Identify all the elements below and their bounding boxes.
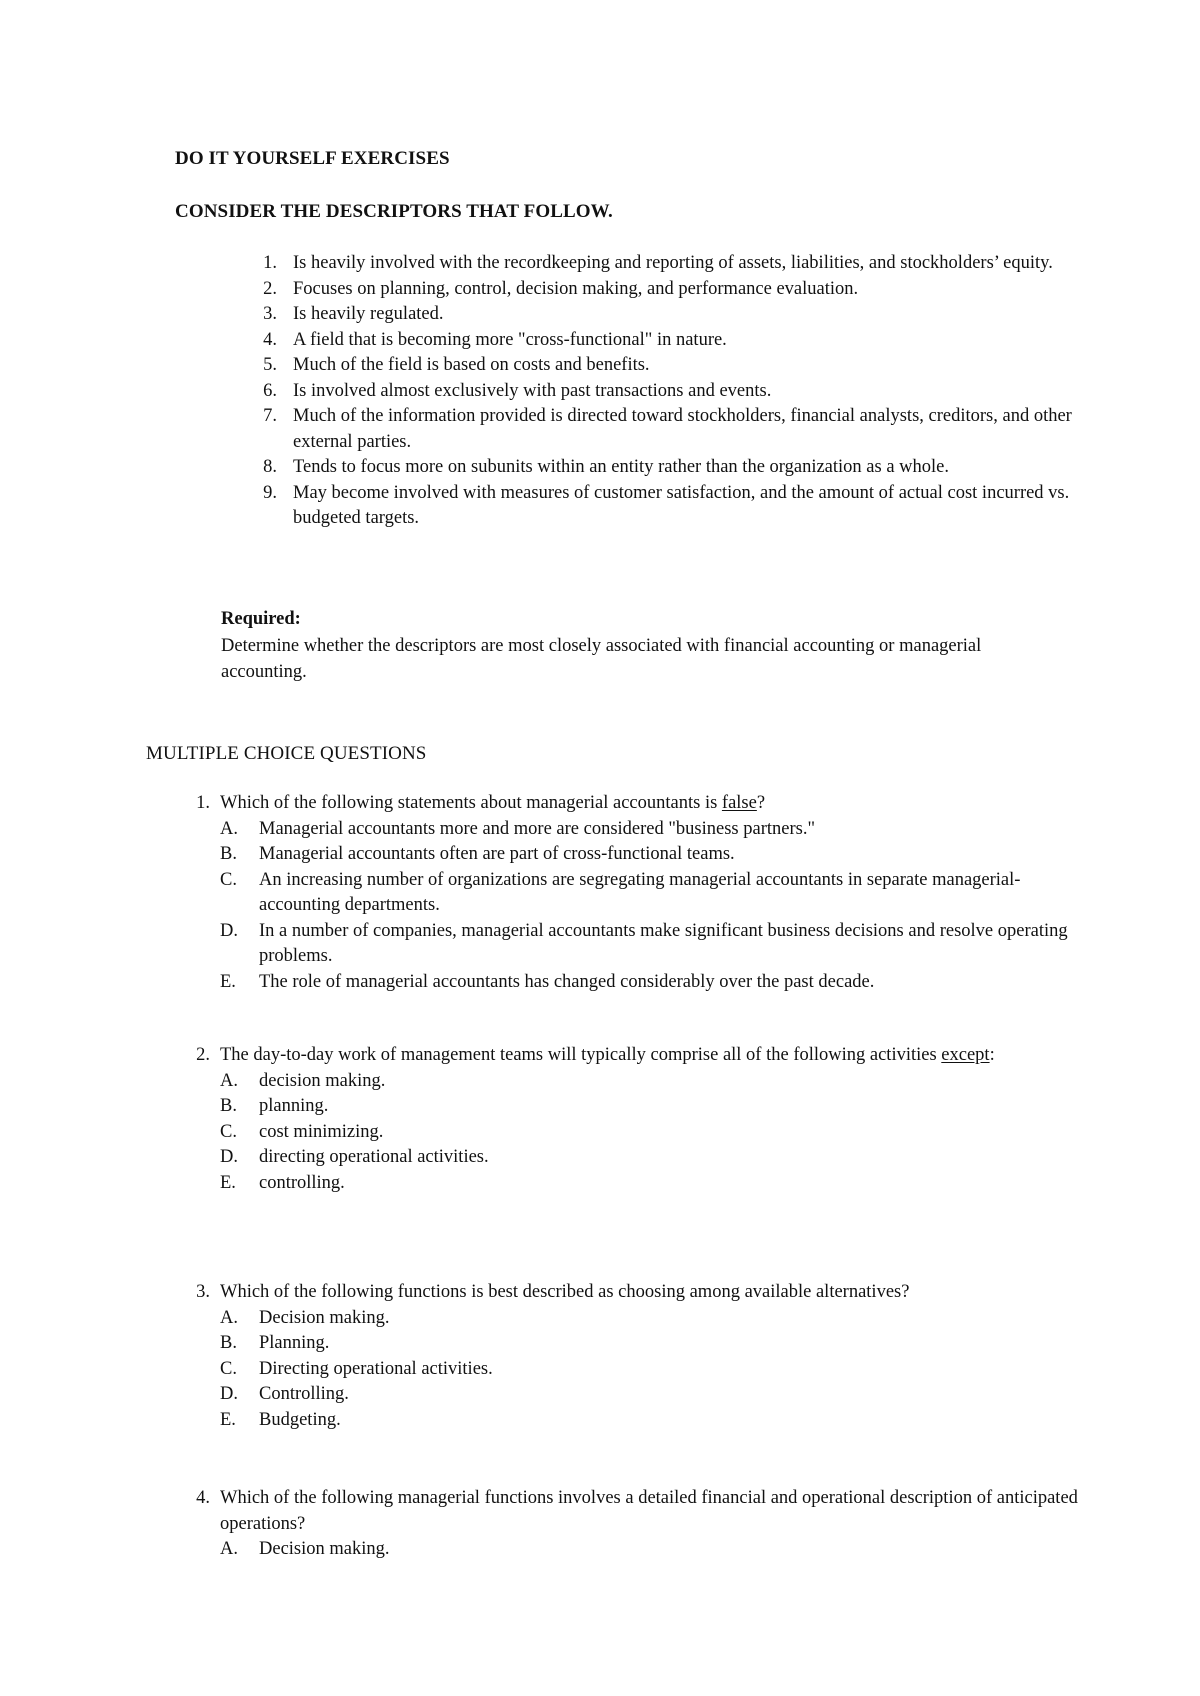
- question-1: [196, 791, 1080, 995]
- list-item: [263, 328, 1073, 354]
- option: [220, 1357, 1080, 1383]
- question-3: [196, 1280, 1080, 1433]
- item-number: 8.: [263, 457, 277, 477]
- list-item: [263, 251, 1073, 277]
- option-letter: C.: [220, 1121, 237, 1142]
- item-text: A field that is becoming more "cross-functional" in nature.: [293, 329, 727, 350]
- option-letter: A.: [220, 1307, 238, 1328]
- option-letter: D.: [220, 920, 238, 941]
- option-letter: B.: [220, 1333, 237, 1353]
- option: [220, 1408, 1080, 1434]
- item-number: 1.: [263, 253, 277, 273]
- option-text: An increasing number of organizations are segregating managerial accountants in separate managerial-accounting departments.: [259, 869, 1021, 915]
- question-emphasis: except: [941, 1045, 990, 1065]
- option-text: planning.: [259, 1096, 329, 1116]
- required-text: Determine whether the descriptors are most closely associated with financial accounting or managerial accounting.: [221, 636, 982, 682]
- item-text: May become involved with measures of customer satisfaction, and the amount of actual cost incurred vs. budgeted targets.: [293, 482, 1070, 528]
- option-list: [220, 1537, 1080, 1563]
- option-list: [220, 1306, 1080, 1434]
- item-text: Tends to focus more on subunits within an entity rather than the organization as a whole.: [293, 457, 949, 477]
- item-text: Focuses on planning, control, decision making, and performance evaluation.: [293, 278, 859, 299]
- option-text: Planning.: [259, 1333, 330, 1353]
- option: [220, 817, 1080, 843]
- question-text: [220, 791, 1080, 817]
- option-letter: E.: [220, 1409, 236, 1430]
- option-letter: B.: [220, 844, 237, 864]
- option: [220, 1331, 1080, 1357]
- option: [220, 1171, 1080, 1197]
- item-number: 6.: [263, 380, 277, 401]
- option-text: The role of managerial accountants has changed considerably over the past decade.: [259, 971, 875, 992]
- option-letter: C.: [220, 869, 237, 890]
- option-text: controlling.: [259, 1172, 345, 1193]
- question-number: 4.: [196, 1488, 210, 1508]
- option-letter: E.: [220, 1172, 236, 1193]
- question-text-part: Which of the following statements about managerial accountants is: [220, 793, 722, 813]
- option-text: directing operational activities.: [259, 1147, 489, 1167]
- item-number: 2.: [263, 278, 277, 299]
- list-item: [263, 455, 1073, 481]
- mcq-title: MULTIPLE CHOICE QUESTIONS: [146, 743, 427, 764]
- question-emphasis: false: [721, 793, 757, 813]
- option: [220, 1069, 1080, 1095]
- option-letter: A.: [220, 1539, 238, 1559]
- item-number: 4.: [263, 329, 277, 350]
- option: [220, 868, 1080, 919]
- question-2: [196, 1043, 1080, 1196]
- question-text-part: ?: [756, 793, 766, 813]
- option: [220, 1094, 1080, 1120]
- item-text: Is heavily regulated.: [293, 304, 444, 324]
- question-number: 1.: [196, 793, 210, 813]
- option-letter: A.: [220, 1070, 238, 1091]
- option: [220, 842, 1080, 868]
- option-text: Managerial accountants more and more are considered "business partners.": [259, 818, 816, 839]
- question-text-part: :: [989, 1045, 995, 1065]
- option: [220, 1145, 1080, 1171]
- option-text: Controlling.: [259, 1384, 349, 1404]
- option-letter: C.: [220, 1358, 237, 1379]
- question-4: [196, 1486, 1080, 1563]
- list-item: [263, 379, 1073, 405]
- option-text: Decision making.: [259, 1539, 390, 1559]
- option: [220, 970, 1080, 996]
- option-letter: A.: [220, 818, 238, 839]
- option: [220, 1120, 1080, 1146]
- option: [220, 1306, 1080, 1332]
- item-text: Is heavily involved with the recordkeeping and reporting of assets, liabilities, and stockholders’ equity.: [293, 253, 1053, 273]
- option-letter: E.: [220, 971, 236, 992]
- list-item: [263, 481, 1073, 532]
- list-item: [263, 277, 1073, 303]
- question-text-part: Which of the following functions is best described as choosing among available alternatives?: [220, 1282, 910, 1302]
- option-text: Decision making.: [259, 1307, 390, 1328]
- question-number: 3.: [196, 1282, 210, 1302]
- option-letter: D.: [220, 1384, 238, 1404]
- option: [220, 919, 1080, 970]
- question-text: [220, 1043, 1080, 1069]
- list-item: [263, 353, 1073, 379]
- option-text: Directing operational activities.: [259, 1358, 493, 1379]
- list-item: [263, 404, 1073, 455]
- item-text: Much of the information provided is directed toward stockholders, financial analysts, creditors, and other external parties.: [293, 406, 1072, 452]
- item-number: 7.: [263, 406, 277, 426]
- section-subtitle: CONSIDER THE DESCRIPTORS THAT FOLLOW.: [175, 201, 613, 222]
- required-label: Required:: [221, 609, 301, 629]
- question-text: [220, 1280, 1080, 1306]
- option: [220, 1537, 1080, 1563]
- question-text: [220, 1486, 1080, 1537]
- item-text: Much of the field is based on costs and benefits.: [293, 355, 650, 375]
- question-text-part: Which of the following managerial functions involves a detailed financial and operational description of anticipated operations?: [220, 1488, 1078, 1534]
- question-number: 2.: [196, 1045, 210, 1065]
- section-title: DO IT YOURSELF EXERCISES: [175, 148, 450, 169]
- option-letter: D.: [220, 1147, 238, 1167]
- option-text: Managerial accountants often are part of cross-functional teams.: [259, 844, 735, 864]
- item-number: 9.: [263, 482, 277, 503]
- item-number: 3.: [263, 304, 277, 324]
- option-text: decision making.: [259, 1070, 386, 1091]
- option-list: [220, 817, 1080, 996]
- descriptor-list: [263, 251, 1073, 532]
- item-text: Is involved almost exclusively with past transactions and events.: [293, 380, 772, 401]
- option-text: cost minimizing.: [259, 1121, 384, 1142]
- question-text-part: The day-to-day work of management teams will typically comprise all of the following activities: [220, 1045, 942, 1065]
- option-text: Budgeting.: [259, 1409, 341, 1430]
- option-letter: B.: [220, 1096, 237, 1116]
- item-number: 5.: [263, 355, 277, 375]
- option-list: [220, 1069, 1080, 1197]
- list-item: [263, 302, 1073, 328]
- option-text: In a number of companies, managerial accountants make significant business decisions and resolve operating problems.: [259, 920, 1068, 966]
- option: [220, 1382, 1080, 1408]
